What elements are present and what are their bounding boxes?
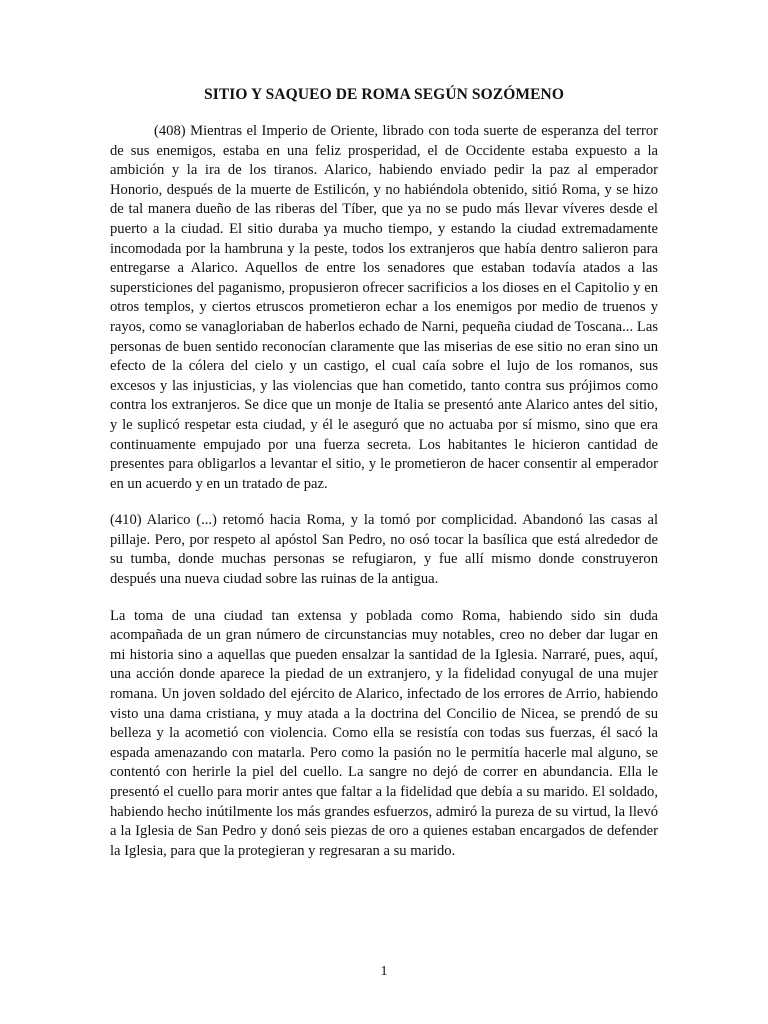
page-number: 1 bbox=[380, 964, 388, 979]
document-page bbox=[110, 85, 658, 878]
paragraph-siege-408: (408) Mientras el Imperio de Oriente, librado con toda suerte de esperanza del terror de sus enemigos, estaba en una feliz prosperidad, el de Occidente estaba expuesto a la ambición y la ira de los tiranos. Alarico, habiendo enviado pedir la paz al emperador Honorio, después de la muerte de Estilicón, y no habiéndola obtenido, sitió Roma, y se hizo de tal manera dueño de las riberas del Tíber, que ya no se pudo más llevar víveres desde el puerto a la ciudad. El sitio duraba ya mucho tiempo, y estando la ciudad extremadamente incomodada por la hambruna y la peste, todos los extranjeros que había dentro salieron para entregarse a Alarico. Aquellos de entre los senadores que estaban todavía atados a las supersticiones del paganismo, propusieron ofrecer sacrificios a los dioses en el Capitolio y en otros templos, y ciertos etruscos prometieron echar a los enemigos por medio de truenos y rayos, como se vanagloriaban de haberlos echado de Narni, pequeña ciudad de Toscana... Las personas de buen sentido reconocían claramente que las miserias de ese sitio no eran sino un efecto de la cólera del cielo y un castigo, el cual caía sobre el lujo de los romanos, sus excesos y las injusticias, y las violencias que han cometido, tanto contra sus prójimos como contra los extranjeros. Se dice que un monje de Italia se presentó ante Alarico antes del sitio, y le suplicó respetar esta ciudad, y él le aseguró que no actuaba por sí mismo, sino que era continuamente empujado por una fuerza secreta. Los habitantes le hicieron cantidad de presentes para obligarlos a levantar el sitio, y le prometieron de hacer consentir al emperador en un acuerdo y en un tratado de paz. bbox=[110, 123, 658, 492]
document-title: SITIO Y SAQUEO DE ROMA SEGÚN SOZÓMENO bbox=[204, 86, 564, 103]
paragraph-roman-woman: La toma de una ciudad tan extensa y poblada como Roma, habiendo sido sin duda acompañada de un gran número de circunstancias muy notables, creo no deber dar lugar en mi historia sino a aquellas que pueden ensalzar la santidad de la Iglesia. Narraré, pues, aquí, una acción donde aparece la piedad de un extranjero, y la fidelidad conyugal de una mujer romana. Un joven soldado del ejército de Alarico, infectado de los errores de Arrio, habiendo visto una dama cristiana, y muy atada a la doctrina del Concilio de Nicea, se prendó de su belleza y la acometió con violencia. Como ella se resistía con todas sus fuerzas, él sacó la espada amenazando con matarla. Pero como la pasión no le permitía hacerle mal alguno, se contentó con herirle la piel del cuello. La sangre no dejó de correr en abundancia. Ella le presentó el cuello para morir antes que faltar a la fidelidad que debía a su marido. El soldado, habiendo hecho inútilmente los más grandes esfuerzos, admiró la pureza de su virtud, la llevó a la Iglesia de San Pedro y donó seis piezas de oro a quienes estaban encargados de defender la Iglesia, para que la protegieran y regresaran a su marido. bbox=[110, 607, 658, 859]
paragraph-capture-410: (410) Alarico (...) retomó hacia Roma, y la tomó por complicidad. Abandonó las casas al pillaje. Pero, por respeto al apóstol San Pedro, no osó tocar la basílica que está alrededor de su tumba, donde muchas personas se refugiaron, y fue allí mismo donde construyeron después una nueva ciudad sobre las ruinas de la antigua. bbox=[110, 512, 658, 588]
